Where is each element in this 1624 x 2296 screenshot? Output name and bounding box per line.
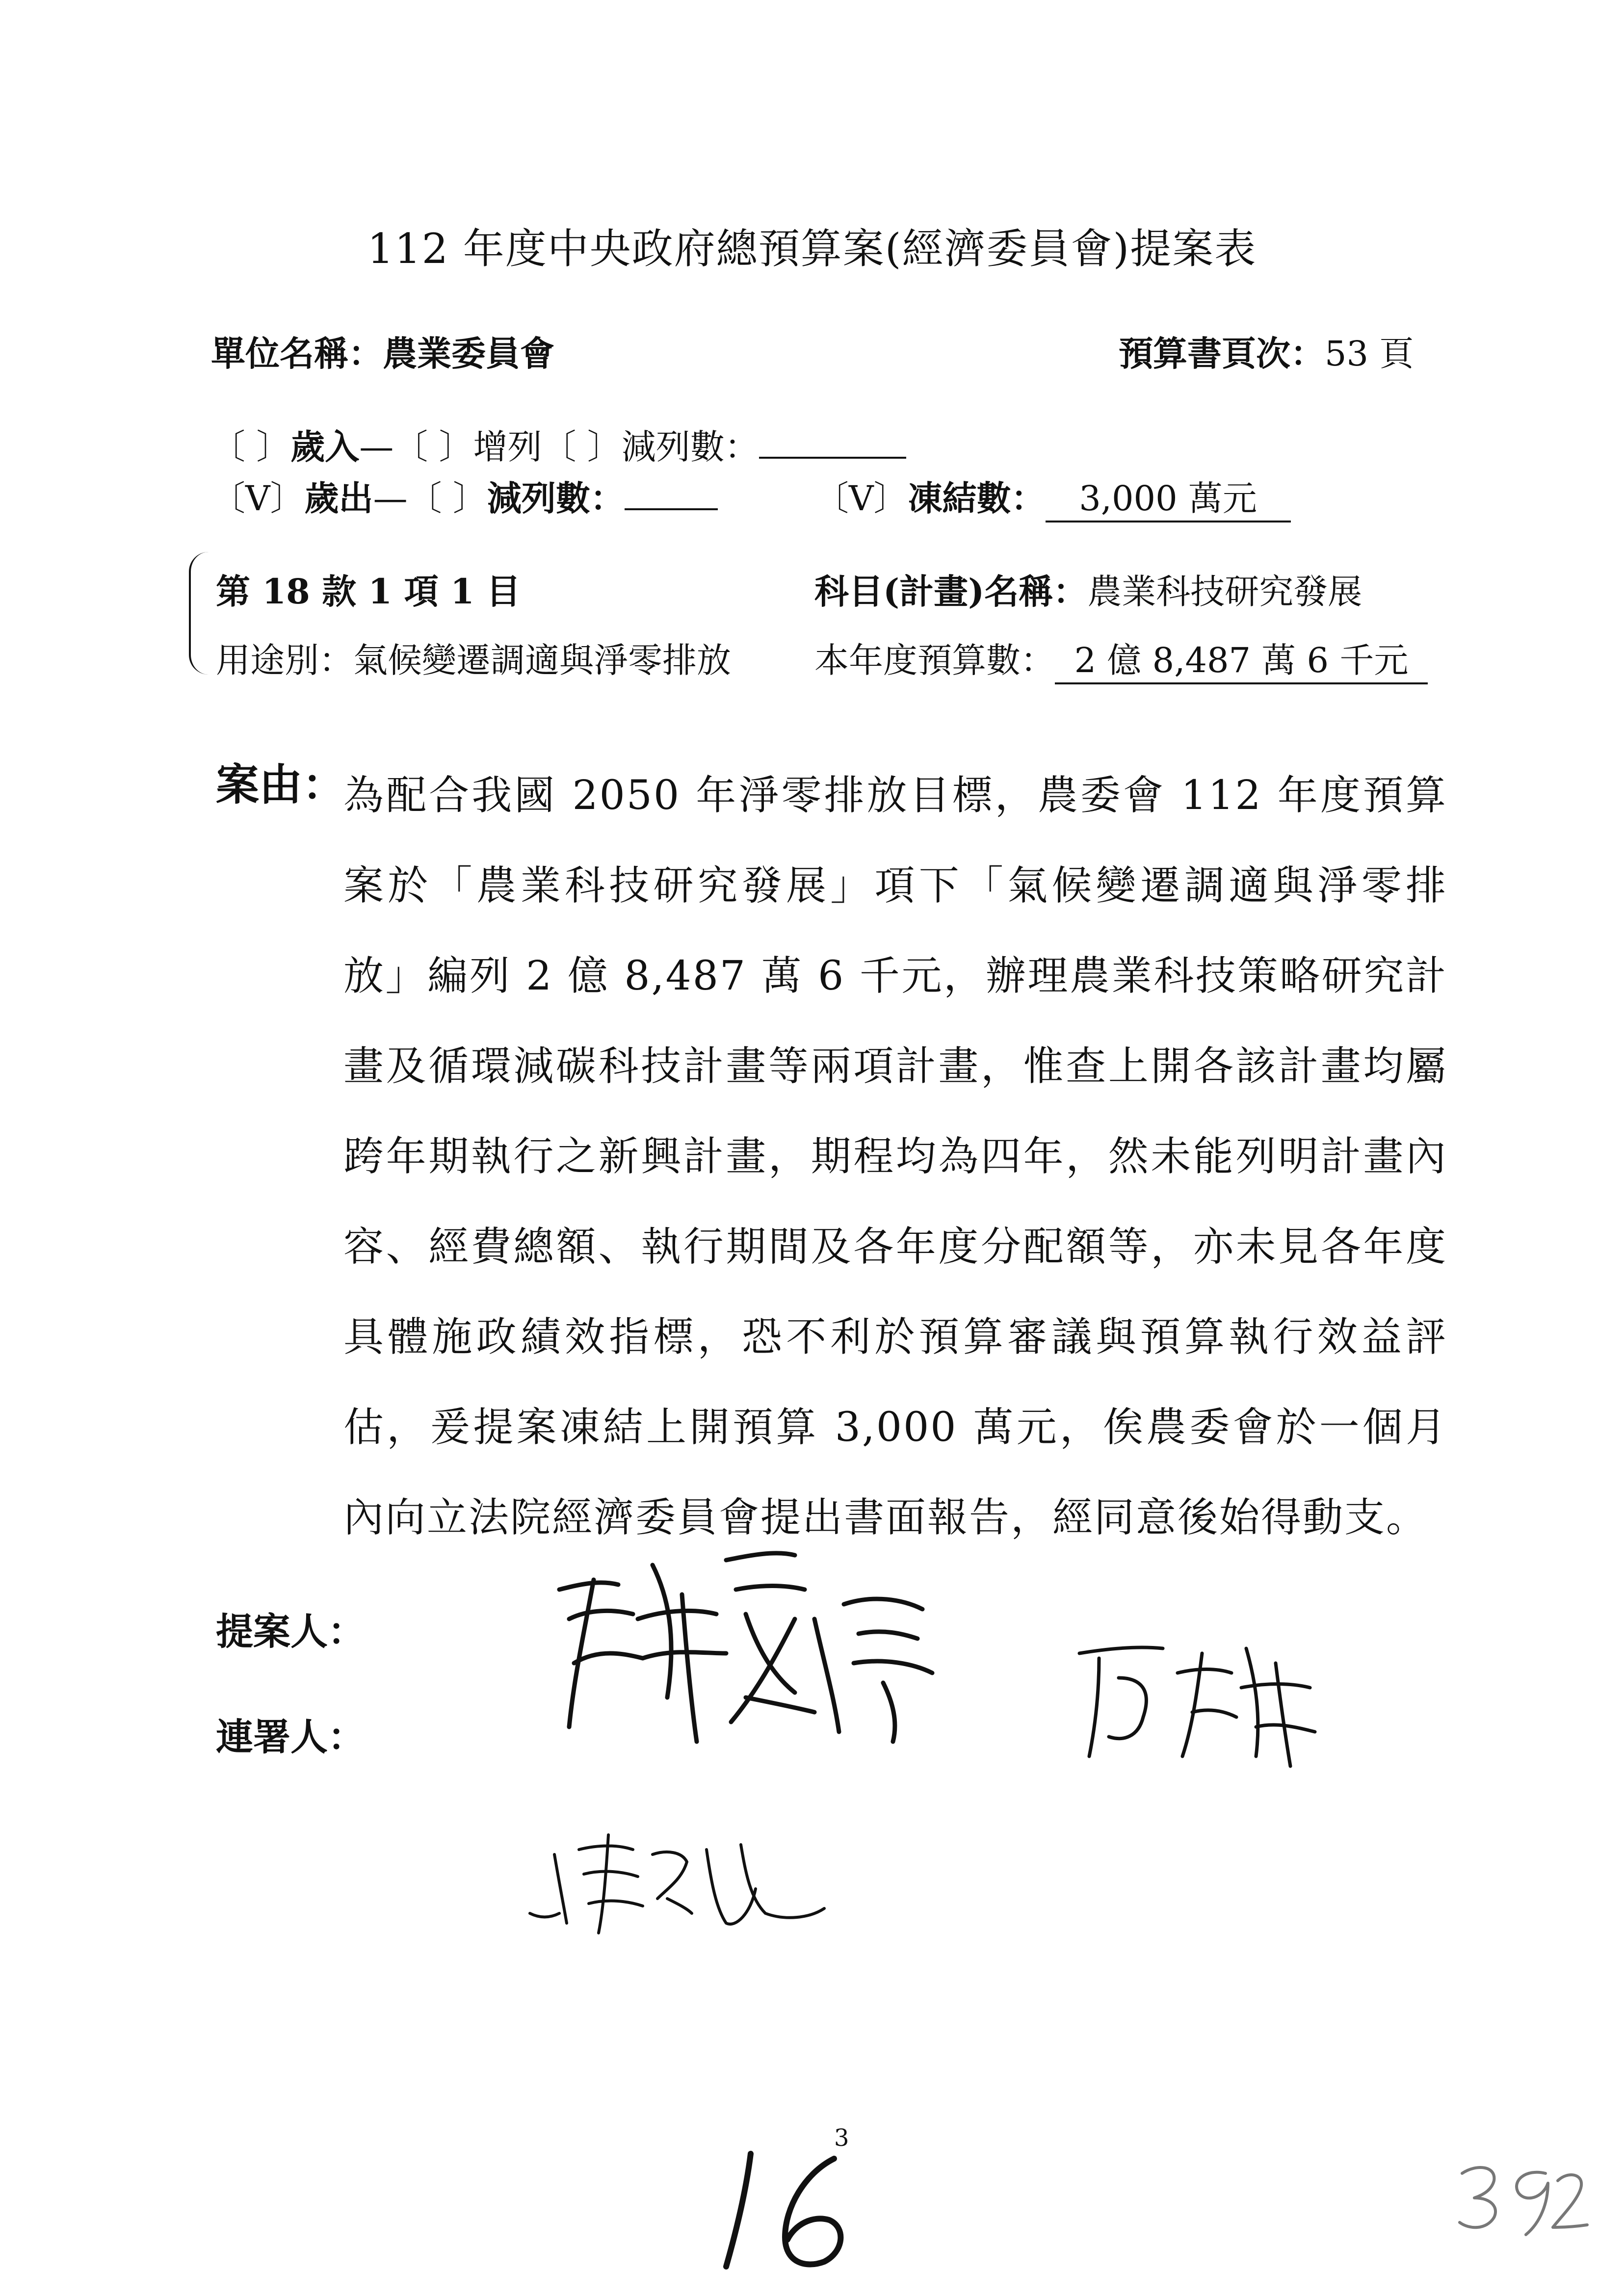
page-number: 3 bbox=[834, 2124, 849, 2152]
subject-label: 科目(計畫)名稱： bbox=[814, 571, 1088, 612]
cosigner-signature-2 bbox=[520, 1815, 834, 1943]
reason-text: 為配合我國 2050 年淨零排放目標，農委會 112 年度預算案於「農業科技研究發展」項下「氣候變遷調適與淨零排放」編列 2 億 8,487 萬 6 千元，辦理農業科技策略研究計畫及循環減碳科技計畫等兩項計畫，惟查上開各該計畫均屬跨年期執行之新興計畫，期程均為四年，然未能列明計畫內容、經費總額、執行期間及各年度分配額等，亦未見各年度具體施政績效指標，恐不利於預算審議與預算執行效益評估，爰提案凍結上開預算 3,000 萬元，俟農委會於一個月內向立法院經濟委員會提出書面報告，經同意後始得動支。 bbox=[343, 772, 1447, 1541]
freeze-value: 3,000 萬元 bbox=[1046, 471, 1291, 522]
purpose-label: 用途別： bbox=[216, 640, 353, 680]
expenditure-decrease-value bbox=[625, 508, 718, 510]
revenue-sub-check: 〔 〕 bbox=[393, 427, 473, 467]
item-code bbox=[216, 564, 521, 614]
handwritten-page-number bbox=[707, 2144, 873, 2276]
document-title: 112 年度中央政府總預算案(經濟委員會)提案表 bbox=[367, 225, 1257, 273]
revenue-label: 歲入 bbox=[290, 426, 360, 467]
budget-value: 2 億 8,487 萬 6 千元 bbox=[1055, 633, 1428, 684]
page-ref-label: 預算書頁次： bbox=[1119, 333, 1325, 374]
unit-row bbox=[211, 326, 554, 376]
revenue-row bbox=[211, 419, 906, 469]
revenue-increase: 增列 bbox=[473, 427, 542, 467]
cosigner-label: 連署人： bbox=[216, 1715, 365, 1759]
revenue-decrease-value bbox=[759, 457, 906, 459]
unit-label: 單位名稱： bbox=[211, 333, 383, 374]
freeze-check: 〔V〕 bbox=[814, 478, 908, 519]
revenue-decrease-label: 減列數： bbox=[621, 427, 759, 467]
cosigner-signature-1 bbox=[1070, 1619, 1325, 1776]
unit-value: 農業委員會 bbox=[383, 333, 554, 374]
proposer-signature bbox=[540, 1536, 971, 1761]
budget-label: 本年度預算數： bbox=[814, 640, 1055, 680]
proposer-label: 提案人： bbox=[216, 1610, 365, 1653]
page-ref-value: 53 頁 bbox=[1325, 334, 1414, 374]
subject-value: 農業科技研究發展 bbox=[1087, 572, 1362, 612]
subject-row bbox=[814, 564, 1362, 614]
page-ref-row bbox=[1119, 326, 1414, 376]
budget-row bbox=[814, 633, 1428, 684]
expenditure-sub-check: 〔 〕 bbox=[407, 478, 487, 519]
item-code-text: 第 18 款 1 項 1 目 bbox=[216, 571, 521, 612]
handwritten-corner-number bbox=[1452, 2154, 1590, 2237]
expenditure-decrease-label: 減列數： bbox=[487, 478, 625, 519]
revenue-sub-check-2: 〔 〕 bbox=[542, 427, 622, 467]
revenue-dash: — bbox=[359, 427, 394, 467]
expenditure-dash: — bbox=[373, 478, 408, 519]
expenditure-label: 歲出 bbox=[304, 478, 373, 519]
purpose-value: 氣候變遷調適與淨零排放 bbox=[353, 640, 731, 680]
revenue-check: 〔 〕 bbox=[211, 427, 291, 467]
expenditure-row bbox=[211, 471, 718, 521]
purpose-row bbox=[216, 633, 731, 682]
freeze-row bbox=[814, 471, 1291, 522]
expenditure-check: 〔V〕 bbox=[211, 478, 305, 519]
item-brace bbox=[189, 552, 210, 675]
reason-label: 案由： bbox=[216, 759, 346, 810]
freeze-label: 凍結數： bbox=[908, 478, 1046, 519]
